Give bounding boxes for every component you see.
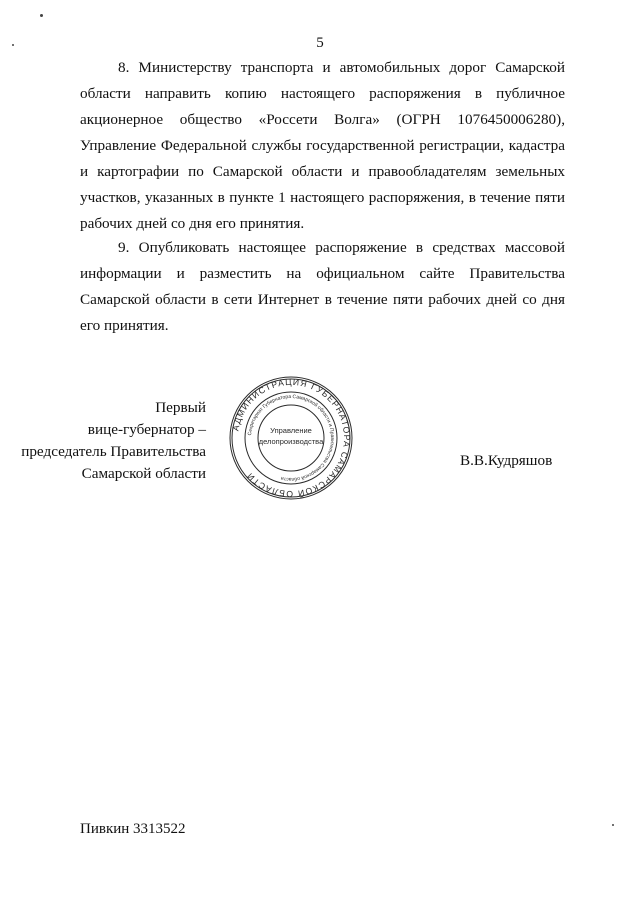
seal-center-line: делопроизводства (258, 437, 324, 446)
signatory-title-line: вице-губернатор – (87, 421, 206, 438)
signatory-title-line: Самарской области (81, 465, 206, 482)
paragraph-8: 8. Министерству транспорта и автомобильных дорог Самарской области направить копию настоящего распоряжения в публичное акционерное общество «Россети Волга» (ОГРН 1076450006280), Управление Федеральной службы государственной регистрации, кадастра и картографии по Самарской области и правообладателям земельных участков, указанных в пункте 1 настоящего распоряжения, в течение пяти рабочих дней со дня его принятия. (80, 59, 565, 232)
signer-name: В.В.Кудряшов (460, 452, 553, 469)
scan-speck (12, 44, 14, 46)
signatory-title-line: председатель Правительства (21, 443, 206, 460)
scan-speck (612, 824, 614, 826)
official-seal (228, 375, 354, 501)
signatory-title (21, 397, 206, 485)
seal-inner-text: Секретариат Губернатора Самарской области и Правительства Самарской области (247, 393, 336, 483)
seal-outer-text: АДМИНИСТРАЦИЯ ГУБЕРНАТОРА САМАРСКОЙ ОБЛАСТИ (230, 376, 353, 500)
scan-speck (40, 14, 43, 17)
signatory-title-line: Первый (155, 399, 206, 416)
seal-center-line: Управление (270, 426, 312, 435)
footer-code: Пивкин 3313522 (80, 821, 186, 837)
page-number: 5 (316, 35, 324, 51)
paragraph-9: 9. Опубликовать настоящее распоряжение в средствах массовой информации и разместить на официальном сайте Правительства Самарской области в сети Интернет в течение пяти рабочих дней со дня его принятия. (80, 239, 565, 334)
